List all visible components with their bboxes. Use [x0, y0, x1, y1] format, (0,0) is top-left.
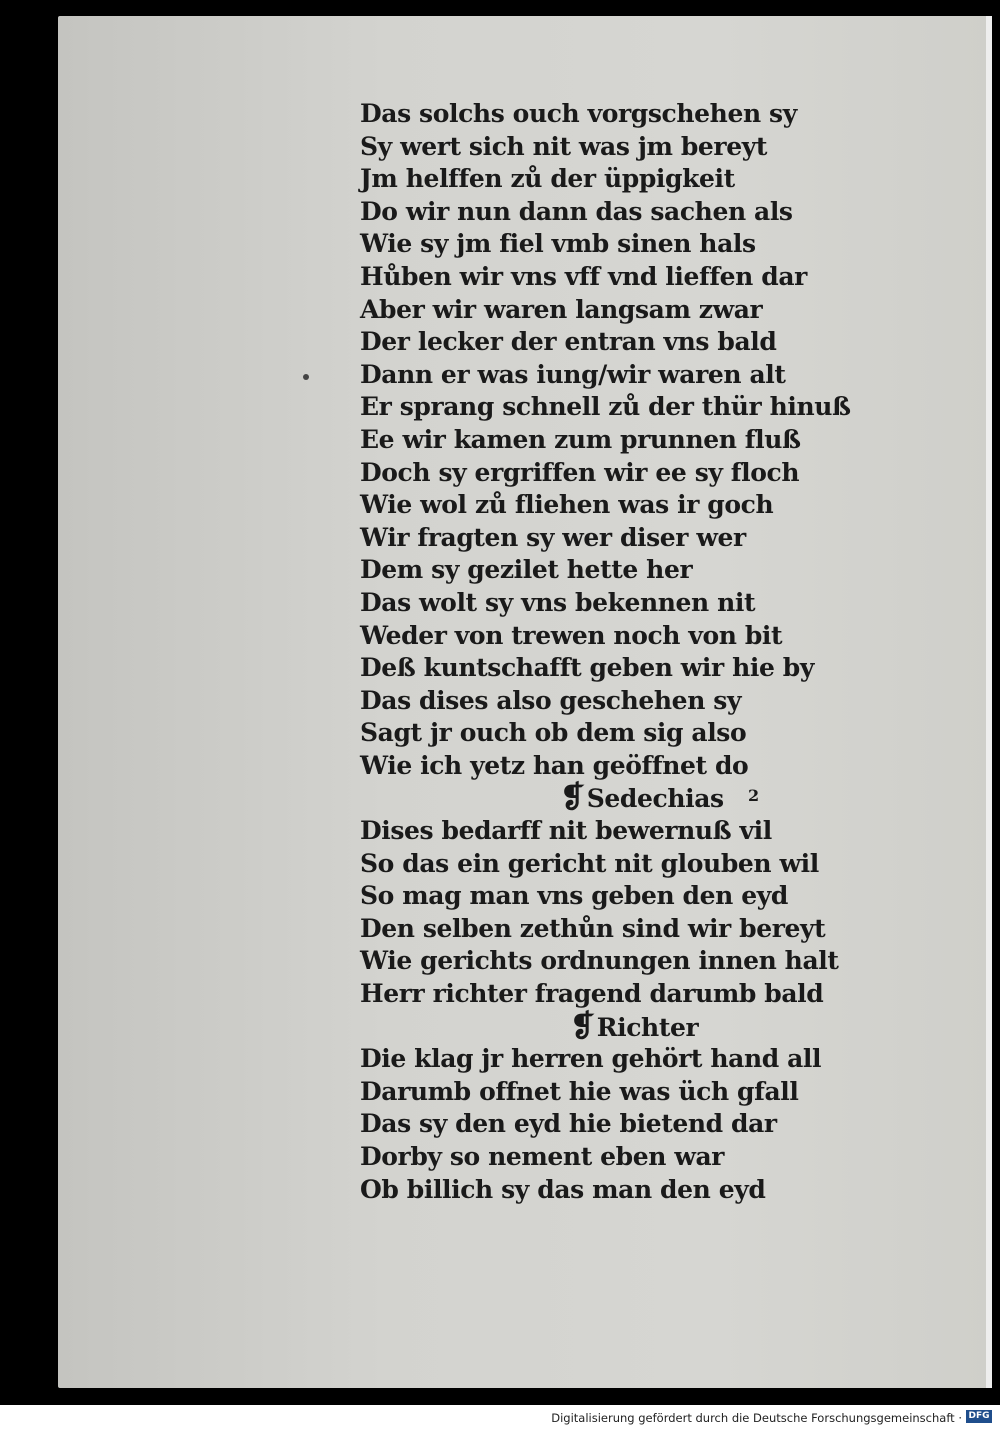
text-line: Dem sy gezilet hette her: [360, 555, 693, 585]
page-text: [360, 98, 860, 1206]
speaker-heading-richter: [360, 1008, 860, 1044]
text-line: Weder von trewen noch von bit: [360, 620, 783, 650]
dfg-logo[interactable]: DFG: [966, 1410, 992, 1423]
text-line: Do wir nun dann das sachen als: [360, 196, 793, 226]
text-line: Sagt jr ouch ob dem sig also: [360, 718, 747, 748]
text-line: Jm helffen zů der üppigkeit: [360, 164, 735, 194]
text-line: Darumb offnet hie was üch gfall: [360, 1076, 799, 1106]
text-line: Sy wert sich nit was jm bereyt: [360, 131, 767, 161]
text-line: Dises bedarff nit bewernuß vil: [360, 816, 772, 846]
leaf-mark: 2: [747, 786, 759, 806]
speaker-heading-sedechias: [360, 782, 860, 815]
pilcrow-mark: ❡: [570, 1008, 595, 1044]
text-line: Ob billich sy das man den eyd: [360, 1174, 766, 1204]
text-line: Den selben zethůn sind wir bereyt: [360, 913, 826, 943]
footer-bar: [0, 1405, 1000, 1429]
page-edge: [986, 16, 992, 1388]
text-line: Der lecker der entran vns bald: [360, 327, 777, 357]
footer-credit: Digitalisierung gefördert durch die Deutsche Forschungsgemeinschaft ·: [551, 1411, 962, 1425]
text-line: Das wolt sy vns bekennen nit: [360, 587, 756, 617]
text-line: Herr richter fragend darumb bald: [360, 979, 824, 1009]
text-line: So mag man vns geben den eyd: [360, 881, 788, 911]
text-line: Wie gerichts ordnungen innen halt: [360, 946, 839, 976]
speaker-name: Richter: [596, 1012, 699, 1042]
text-line: Dorby so nement eben war: [360, 1142, 725, 1171]
text-line: Er sprang schnell zů der thür hinuß: [360, 392, 851, 422]
ink-spot: [303, 374, 309, 380]
text-line: Hůben wir vns vff vnd lieffen dar: [360, 261, 807, 291]
text-line: Wie sy jm fiel vmb sinen hals: [360, 229, 756, 259]
text-line: So das ein gericht nit glouben wil: [360, 848, 819, 878]
text-line: Die klag jr herren gehört hand all: [360, 1044, 822, 1074]
text-line: Deß kuntschafft geben wir hie by: [360, 653, 814, 683]
text-line: Das sy den eyd hie bietend dar: [360, 1109, 777, 1139]
text-line: Aber wir waren langsam zwar: [360, 294, 763, 324]
text-line: Das dises also geschehen sy: [360, 685, 742, 715]
text-line: Das solchs ouch vorgschehen sy: [360, 99, 797, 128]
pilcrow-mark: ❡: [560, 780, 585, 816]
speaker-name: Sedechias: [586, 784, 724, 814]
text-line: Wie wol zů fliehen was ir goch: [360, 490, 774, 520]
text-line: Doch sy ergriffen wir ee sy floch: [360, 457, 800, 487]
text-line: Wie ich yetz han geöffnet do: [360, 750, 749, 780]
text-line: Ee wir kamen zum prunnen fluß: [360, 424, 801, 454]
text-line: Dann er was iung/wir waren alt: [360, 359, 786, 389]
text-line: Wir fragten sy wer diser wer: [360, 522, 746, 552]
